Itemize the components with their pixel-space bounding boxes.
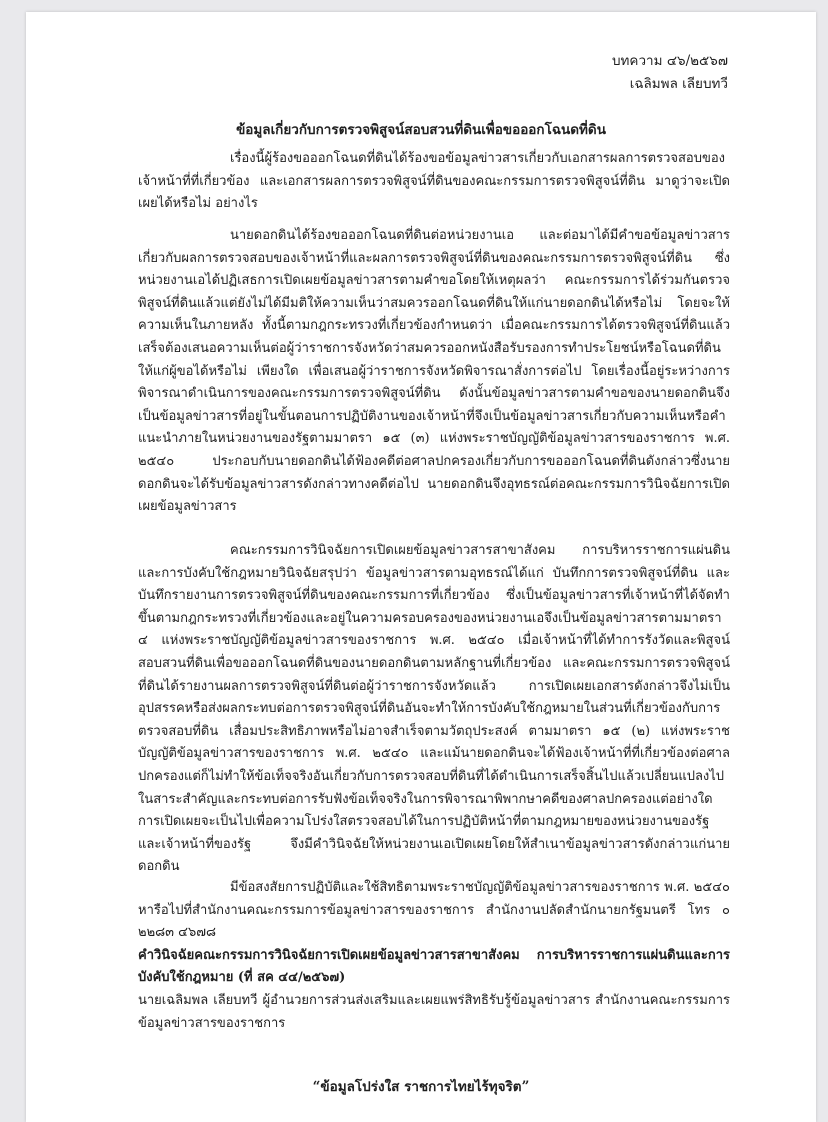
decision-reference: คำวินิจฉัยคณะกรรมการวินิจฉัยการเปิดเผยข้อมูลข่าวสารสาขาสังคม การบริหารราชการแผ่นดินและการบังคับใช้กฎหมาย (ที่ สค ๔๔/๒๕๖๗) <box>138 947 730 986</box>
author-credit: นายเฉลิมพล เลียบทวี ผู้อำนวยการส่วนส่งเสริมและเผยแพร่สิทธิรับรู้ข้อมูลข่าวสาร สำนักงานคณะกรรมการข้อมูลข่าวสารของราชการ <box>138 992 730 1031</box>
decision-paragraph-block <box>138 540 730 879</box>
article-number: บทความ ๔๖/๒๕๖๗ <box>611 53 728 69</box>
document-title: ข้อมูลเกี่ยวกับการตรวจพิสูจน์สอบสวนที่ดินเพื่อขอออกโฉนดที่ดิน <box>236 122 606 138</box>
intro-paragraph: เรื่องนี้ผู้ร้องขอออกโฉนดที่ดินได้ร้องขอข้อมูลข่าวสารเกี่ยวกับเอกสารผลการตรวจสอบของเจ้าหน้าที่ที่เกี่ยวข้อง และเอกสารผลการตรวจพิสูจน์ที่ดินของคณะกรรมการตรวจพิสูจน์ที่ดิน มาดูว่าจะเปิดเผยได้หรือไม่ อย่างไร <box>138 151 730 212</box>
closing-block <box>138 877 730 1035</box>
author-name: เฉลิมพล เลียบทวี <box>629 76 728 92</box>
intro-paragraph-block <box>138 148 730 216</box>
document-page <box>26 12 816 1122</box>
article-header <box>612 50 728 96</box>
contact-paragraph: มีข้อสงสัยการปฏิบัติและใช้สิทธิตามพระราชบัญญัติข้อมูลข่าวสารของราชการ พ.ศ. ๒๕๔๐ หารือไปที่สำนักงานคณะกรรมการข้อมูลข่าวสารของราชการ สำนักงานปลัดสำนักนายกรัฐมนตรี โทร ๐ ๒๒๘๓ ๔๖๗๘ <box>138 880 730 941</box>
facts-paragraph: นายดอกดินได้ร้องขอออกโฉนดที่ดินต่อหน่วยงานเอ และต่อมาได้มีคำขอข้อมูลข่าวสารเกี่ยวกับผลการตรวจสอบของเจ้าหน้าที่และผลการตรวจพิสูจน์ที่ดินของคณะกรรมการตรวจพิสูจน์ที่ดิน ซึ่งหน่วยงานเอได้ปฏิเสธการเปิดเผยข้อมูลข่าวสารตามคำขอโดยให้เหตุผลว่า คณะกรรมการได้ร่วมกันตรวจพิสูจน์ที่ดินแล้วแต่ยังไม่ได้มีมติให้ความเห็นว่าสมควรออกโฉนดที่ดินให้แก่นายดอกดินได้หรือไม่ โดยจะให้ความเห็นในภายหลัง ทั้งนี้ตามกฎกระทรวงที่เกี่ยวข้องกำหนดว่า เมื่อคณะกรรมการได้ตรวจพิสูจน์ที่ดินแล้วเสร็จต้องเสนอความเห็นต่อผู้ว่าราชการจังหวัดว่าสมควรออกหนังสือรับรองการทำประโยชน์หรือโฉนดที่ดินให้แก่ผู้ขอได้หรือไม่ เพียงใด เพื่อเสนอผู้ว่าราชการจังหวัดพิจารณาสั่งการต่อไป โดยเรื่องนี้อยู่ระหว่างการพิจารณาดำเนินการของคณะกรรมการตรวจพิสูจน์ที่ดิน ดังนั้นข้อมูลข่าวสารตามคำขอของนายดอกดินจึงเป็นข้อมูลข่าวสารที่อยู่ในขั้นตอนการปฏิบัติงานของเจ้าหน้าที่จึงเป็นข้อมูลข่าวสารเกี่ยวกับความเห็นหรือคำแนะนำภายในหน่วยงานของรัฐตามมาตรา ๑๕ (๓) แห่งพระราชบัญญัติข้อมูลข่าวสารของราชการ พ.ศ. ๒๕๔๐ ประกอบกับนายดอกดินได้ฟ้องคดีต่อศาลปกครองเกี่ยวกับการขอออกโฉนดที่ดินดังกล่าวซึ่งนายดอกดินจะได้รับข้อมูลข่าวสารดังกล่าวทางคดีต่อไป นายดอกดินจึงอุทธรณ์ต่อคณะกรรมการวินิจฉัยการเปิดเผยข้อมูลข่าวสาร <box>138 228 730 515</box>
facts-paragraph-block <box>138 225 730 519</box>
decision-paragraph: คณะกรรมการวินิจฉัยการเปิดเผยข้อมูลข่าวสารสาขาสังคม การบริหารราชการแผ่นดินและการบังคับใช้กฎหมายวินิจฉัยสรุปว่า ข้อมูลข่าวสารตามอุทธรณ์ได้แก่ บันทึกการตรวจพิสูจน์ที่ดิน และบันทึกรายงานการตรวจพิสูจน์ที่ดินของคณะกรรมการที่เกี่ยวข้อง ซึ่งเป็นข้อมูลข่าวสารที่เจ้าหน้าที่ได้จัดทำขึ้นตามกฎกระทรวงที่เกี่ยวข้องและอยู่ในความครอบครองของหน่วยงานเอจึงเป็นข้อมูลข่าวสารตามมาตรา ๔ แห่งพระราชบัญญัติข้อมูลข่าวสารของราชการ พ.ศ. ๒๕๔๐ เมื่อเจ้าหน้าที่ได้ทำการรังวัดและพิสูจน์สอบสวนที่ดินเพื่อขอออกโฉนดที่ดินของนายดอกดินตามหลักฐานที่เกี่ยวข้อง และคณะกรรมการตรวจพิสูจน์ที่ดินได้รายงานผลการตรวจพิสูจน์ที่ดินต่อผู้ว่าราชการจังหวัดแล้ว การเปิดเผยเอกสารดังกล่าวจึงไม่เป็นอุปสรรคหรือส่งผลกระทบต่อการตรวจพิสูจน์ที่ดินอันจะทำให้การบังคับใช้กฎหมายในส่วนที่เกี่ยวข้องกับการตรวจสอบที่ดิน เสื่อมประสิทธิภาพหรือไม่อาจสำเร็จตามวัตถุประสงค์ ตามมาตรา ๑๕ (๒) แห่งพระราชบัญญัติข้อมูลข่าวสารของราชการ พ.ศ. ๒๕๔๐ และแม้นายดอกดินจะได้ฟ้องเจ้าหน้าที่ที่เกี่ยวข้องต่อศาลปกครองแต่ก็ไม่ทำให้ข้อเท็จจริงอันเกี่ยวกับการตรวจสอบที่ดินที่ได้ดำเนินการเสร็จสิ้นไปแล้วเปลี่ยนแปลงไปในสาระสำคัญและกระทบต่อการรับฟังข้อเท็จจริงในการพิจารณาพิพากษาคดีของศาลปกครองแต่อย่างใด การเปิดเผยจะเป็นไปเพื่อความโปร่งใสตรวจสอบได้ในการปฏิบัติหน้าที่ตามกฎหมายของหน่วยงานของรัฐและเจ้าหน้าที่ของรัฐ จึงมีคำวินิจฉัยให้หน่วยงานเอเปิดเผยโดยให้สำเนาข้อมูลข่าวสารดังกล่าวแก่นายดอกดิน <box>138 543 730 875</box>
footer-slogan: “ข้อมูลโปร่งใส ราชการไทยไร้ทุจริต” <box>312 1079 530 1095</box>
